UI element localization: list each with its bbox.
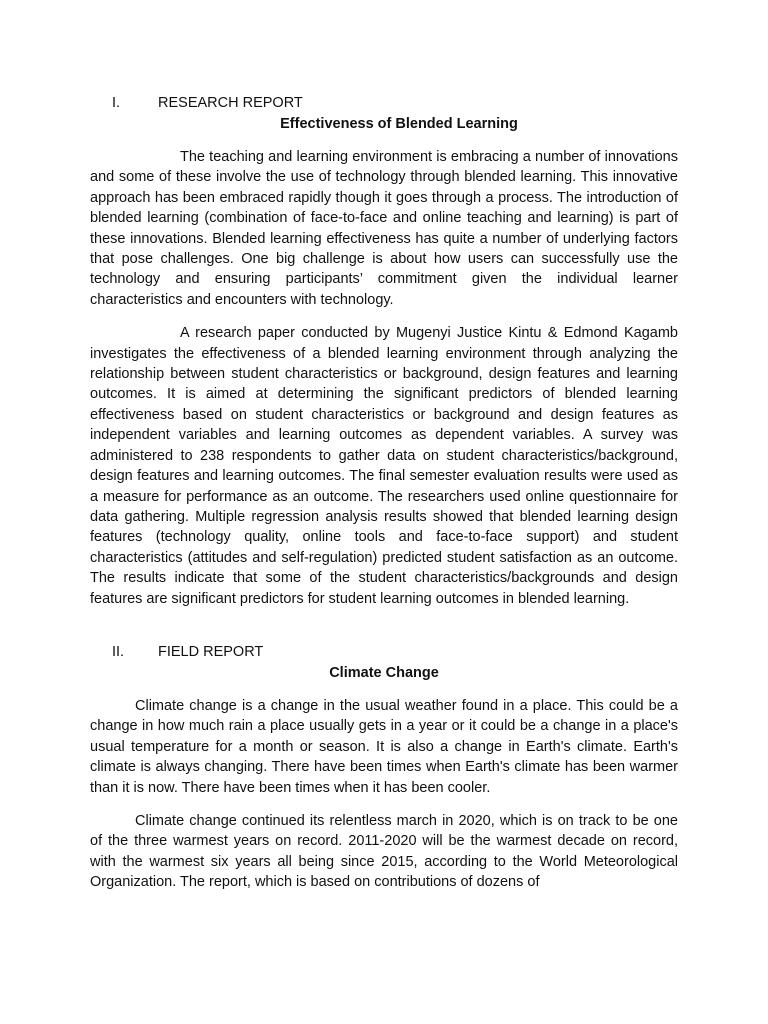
section-heading-research-report <box>90 92 678 114</box>
paragraph: Climate change continued its relentless march in 2020, which is on track to be one of the three warmest years on record. 2011-2020 will be the warmest decade on record, with the warmest six years all being since 2015, according to the World Meteorological Organization. The report, which is based on contributions of dozens of <box>90 812 678 891</box>
section-spacer <box>90 622 678 641</box>
section-number: II. <box>112 643 125 660</box>
section-label: RESEARCH REPORT <box>158 95 303 111</box>
paragraph: A research paper conducted by Mugenyi Justice Kintu & Edmond Kagamb investigates the effectiveness of a blended learning environment through analyzing the relationship between student characteristics or background, design features and learning outcomes. It is aimed at determining the significant predictors of blended learning effectiveness based on student characteristics or background and design features as independent variables and learning outcomes as dependent variables. A survey was administered to 238 respondents to gather data on student characteristics/background, design features and learning outcomes. The final semester evaluation results were used as a measure for performance as an outcome. The researchers used online questionnaire for data gathering. Multiple regression analysis results showed that blended learning design features (technology quality, online tools and face-to-face support) and student characteristics (attitudes and self-regulation) predicted student satisfaction as an outcome. The results indicate that some of the student characteristics/backgrounds and design features are significant predictors for student learning outcomes in blended learning. <box>90 325 678 607</box>
section-number: I. <box>112 95 121 111</box>
section-subtitle: Climate Change <box>329 664 439 681</box>
paragraph: Climate change is a change in the usual weather found in a place. This could be a change in how much rain a place usually gets in a year or it could be a change in a place's usual temperature for a month or season. It is also a change in Earth's climate. Earth's climate is always changing. There have been times when Earth's climate has been warmer than it is now. There have been times when it has been cooler. <box>90 697 678 796</box>
paragraph: The teaching and learning environment is embracing a number of innovations and some of these involve the use of technology through blended learning. This innovative approach has been embraced rapidly though it goes through a process. The introduction of blended learning (combination of face-to-face and online teaching and learning) is part of these innovations. Blended learning effectiveness has quite a number of underlying factors that pose challenges. One big challenge is about how users can successfully use the technology and ensuring participants’ commitment given the individual learner characteristics and encounters with technology. <box>90 149 678 308</box>
section-heading-field-report <box>90 641 678 663</box>
document-body <box>90 92 678 906</box>
section-subtitle: Effectiveness of Blended Learning <box>280 116 518 132</box>
section-label: FIELD REPORT <box>158 643 264 660</box>
